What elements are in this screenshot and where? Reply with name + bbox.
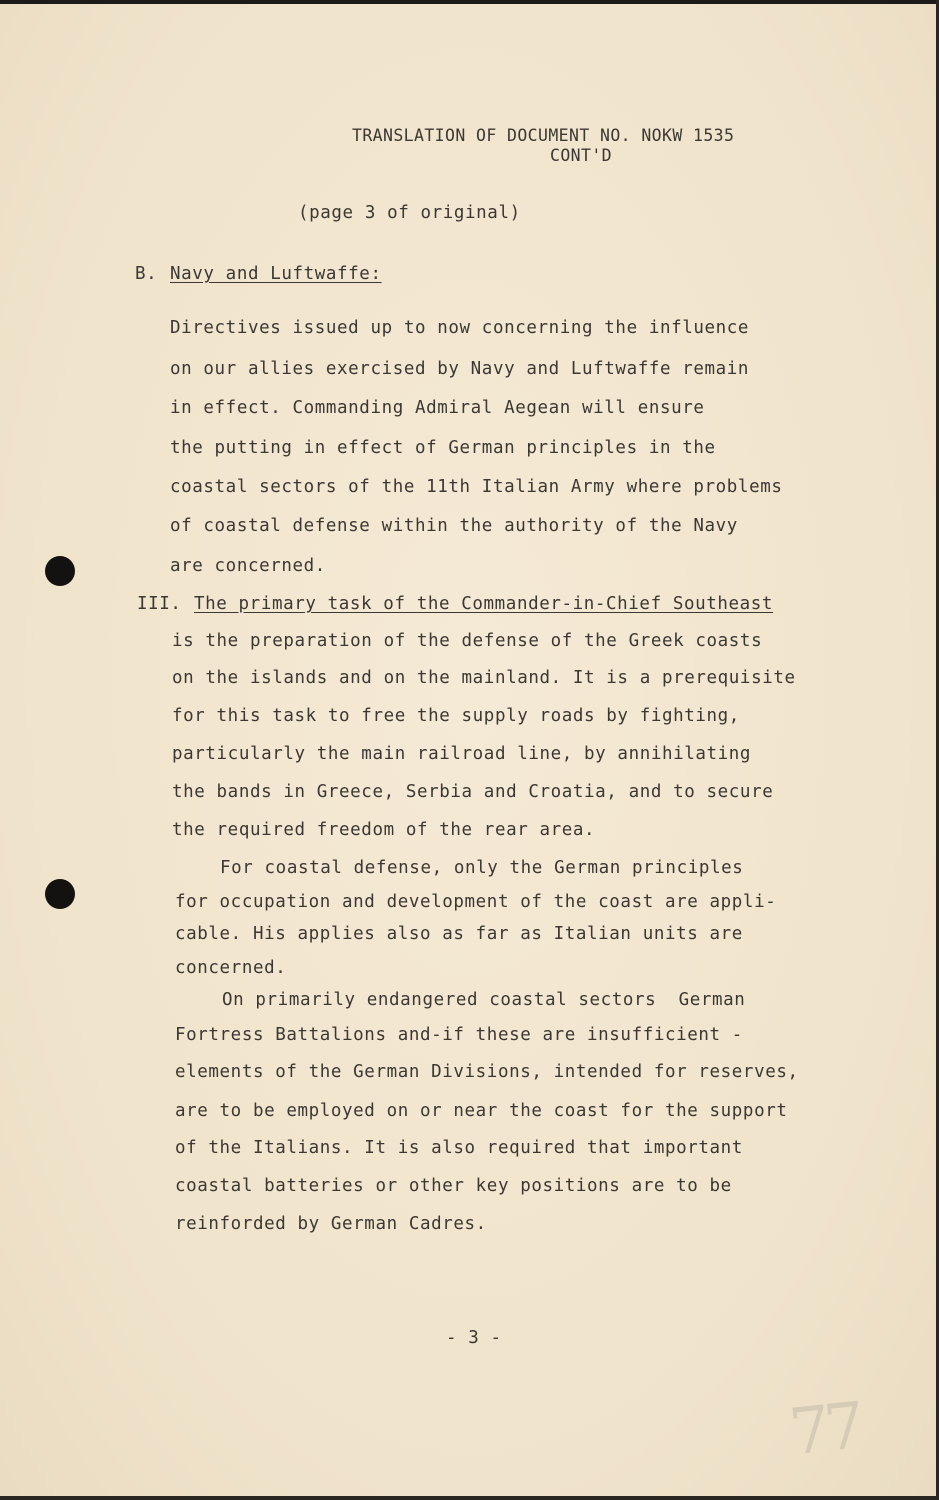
- punch-hole-lower: [45, 879, 75, 909]
- scan-edge-bottom: [0, 1496, 939, 1500]
- page-number: - 3 -: [446, 1328, 502, 1348]
- handwritten-note: 77: [785, 1389, 863, 1471]
- body-line: reinforded by German Cadres.: [175, 1214, 487, 1234]
- body-line: coastal sectors of the 11th Italian Army where problems: [170, 477, 783, 497]
- body-line: for occupation and development of the coast are appli-: [175, 892, 777, 912]
- section-iii-heading: The primary task of the Commander-in-Chief Southeast: [194, 594, 774, 614]
- body-line: Fortress Battalions and-if these are insufficient -: [175, 1025, 743, 1045]
- body-line: in effect. Commanding Admiral Aegean will ensure: [170, 398, 705, 418]
- page-reference: (page 3 of original): [298, 203, 521, 223]
- body-line: cable. His applies also as far as Italian units are: [175, 924, 743, 944]
- body-line: the required freedom of the rear area.: [172, 820, 596, 840]
- body-line: particularly the main railroad line, by annihilating: [172, 744, 752, 764]
- section-iii-marker: III.: [137, 594, 182, 614]
- body-line: for this task to free the supply roads by fighting,: [172, 706, 740, 726]
- body-line: on the islands and on the mainland. It is a prerequisite: [172, 668, 796, 688]
- body-line: are concerned.: [170, 556, 326, 576]
- body-line: Directives issued up to now concerning the influence: [170, 318, 750, 338]
- body-line: is the preparation of the defense of the Greek coasts: [172, 631, 763, 651]
- body-line: elements of the German Divisions, intended for reserves,: [175, 1062, 799, 1082]
- document-subtitle: CONT'D: [550, 146, 613, 165]
- body-line: concerned.: [175, 958, 287, 978]
- punch-hole-upper: [45, 556, 75, 586]
- section-b-heading: Navy and Luftwaffe:: [170, 264, 382, 284]
- body-line: are to be employed on or near the coast for the support: [175, 1101, 788, 1121]
- body-line: On primarily endangered coastal sectors German: [222, 990, 746, 1010]
- body-line: of the Italians. It is also required that important: [175, 1138, 743, 1158]
- section-b-marker: B.: [135, 264, 158, 284]
- body-line: the bands in Greece, Serbia and Croatia, and to secure: [172, 782, 774, 802]
- body-line: on our allies exercised by Navy and Luftwaffe remain: [170, 359, 750, 379]
- body-line: the putting in effect of German principles in the: [170, 438, 716, 458]
- body-line: For coastal defense, only the German principles: [220, 858, 744, 878]
- body-line: coastal batteries or other key positions are to be: [175, 1176, 732, 1196]
- scan-edge-top: [0, 0, 939, 4]
- body-line: of coastal defense within the authority of the Navy: [170, 516, 738, 536]
- document-title: TRANSLATION OF DOCUMENT NO. NOKW 1535: [352, 126, 735, 145]
